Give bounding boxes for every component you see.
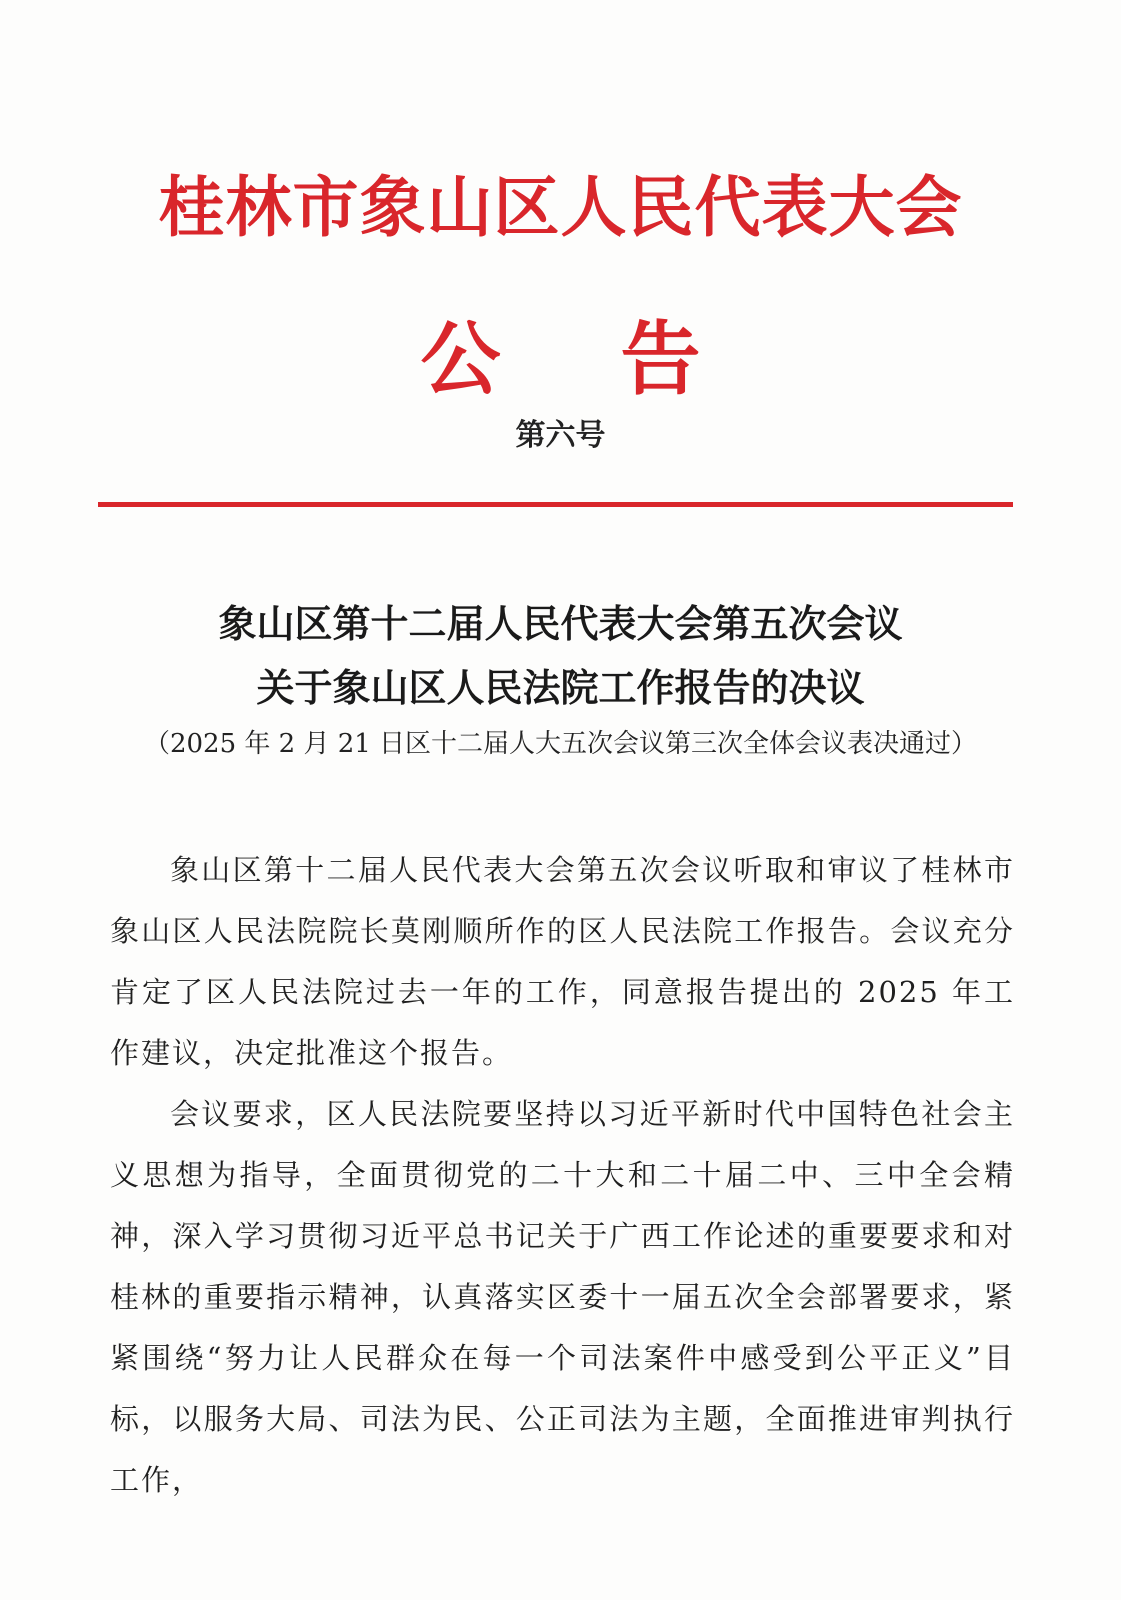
document-type-heading: 公告	[420, 313, 821, 406]
body-paragraph-2: 会议要求，区人民法院要坚持以习近平新时代中国特色社会主义思想为指导，全面贯彻党的二十大和二十届二中、三中全会精神，深入学习贯彻习近平总书记关于广西工作论述的重要要求和对桂林的重要指示精神，认真落实区委十一届五次全会部署要求，紧紧围绕“努力让人民群众在每一个司法案件中感受到公平正义”目标，以服务大局、司法为民、公正司法为主题，全面推进审判执行工作，	[110, 1097, 1015, 1497]
adoption-note: （2025 年 2 月 21 日区十二届人大五次会议第三次全体会议表决通过）	[143, 729, 978, 759]
red-divider-line	[98, 502, 1013, 507]
resolution-title	[0, 592, 1121, 720]
body-text	[110, 840, 1015, 1511]
issuing-organization: 桂林市象山区人民代表大会	[158, 169, 963, 246]
title-line-1: 象山区第十二届人民代表大会第五次会议	[218, 601, 903, 646]
body-paragraph-1: 象山区第十二届人民代表大会第五次会议听取和审议了桂林市象山区人民法院院长莫刚顺所作的区人民法院工作报告。会议充分肯定了区人民法院过去一年的工作，同意报告提出的 2025 年工作建议，决定批准这个报告。	[110, 853, 1015, 1070]
title-line-2: 关于象山区人民法院工作报告的决议	[256, 665, 865, 710]
document-number: 第六号	[515, 418, 606, 453]
